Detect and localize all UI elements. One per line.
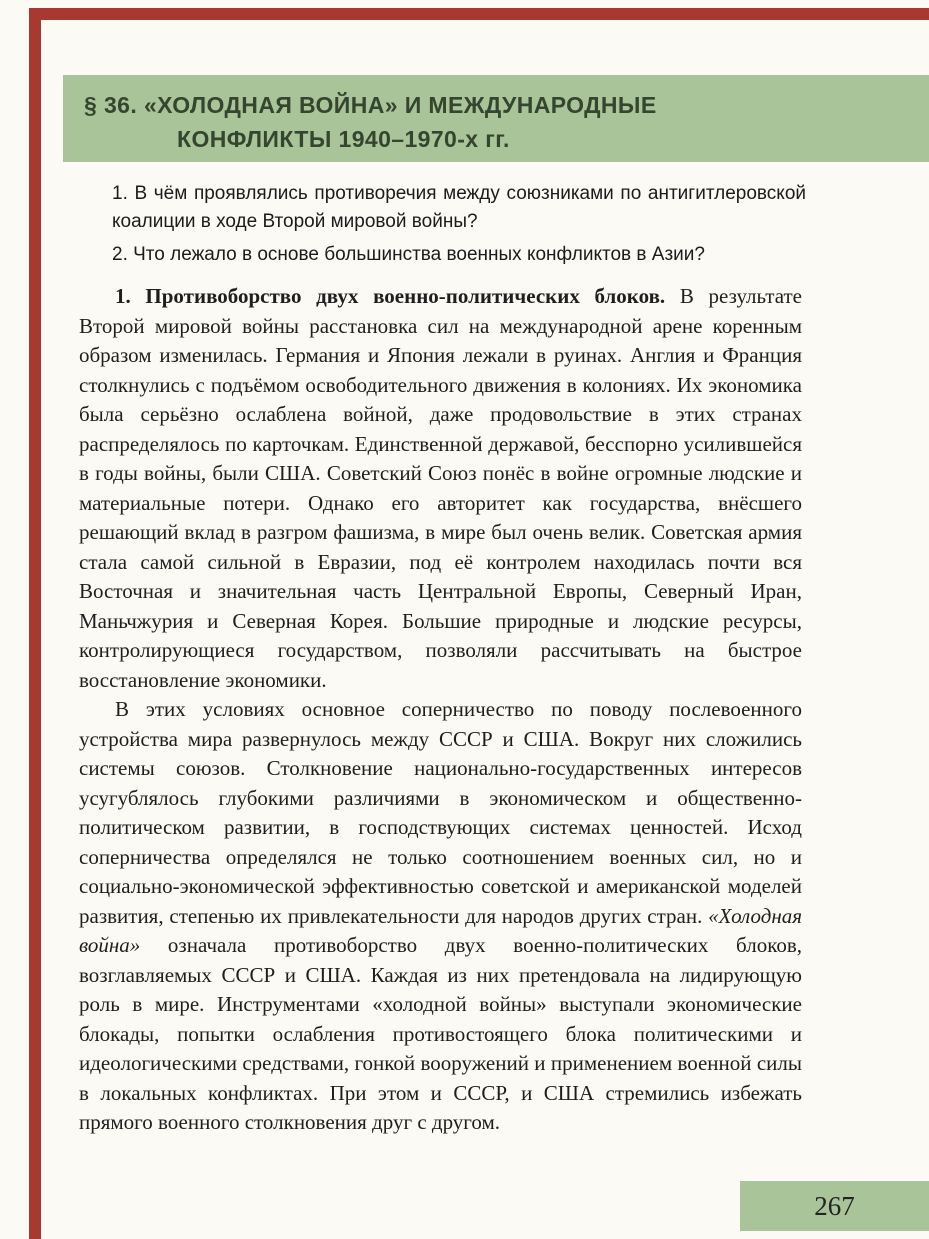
- page-number: 267: [814, 1190, 855, 1221]
- question-2: 2. Что лежало в основе большинства военных конфликтов в Азии?: [112, 244, 705, 265]
- section-title-band: [63, 75, 929, 162]
- paragraph-2-italic-term: «Холодная война»: [79, 903, 802, 957]
- paragraph-2-text-a: В этих условиях основное соперничество по поводу послевоенного устройства мира развернулось между СССР и США. Вокруг них сложились системы союзов. Столкновение национально-государственных интересов усугублялось глубокими различиями в экономическом и общественно-политическом развитии, в господствующих системах ценностей. Исход соперничества определялся не только соотношением военных сил, но и социально-экономической эффективностью советской и американской моделей развития, степенью их привлекательности для народов других стран.: [79, 697, 802, 928]
- paragraph-2: [79, 695, 802, 1138]
- paragraph-1: [79, 282, 802, 695]
- page-number-badge: [740, 1181, 929, 1231]
- intro-questions: [112, 180, 806, 269]
- page-border-top: [29, 8, 929, 20]
- section-title-line-2: КОНФЛИКТЫ 1940–1970-х гг.: [177, 126, 510, 152]
- section-title-line-1: § 36. «ХОЛОДНАЯ ВОЙНА» И МЕЖДУНАРОДНЫЕ: [84, 92, 657, 118]
- paragraph-1-lead: 1. Противоборство двух военно-политических блоков.: [115, 284, 666, 308]
- main-text: [79, 282, 802, 1138]
- paragraph-1-text: В результате Второй мировой войны расстановка сил на международной арене коренным образом изменилась. Германия и Япония лежали в руинах. Англия и Франция столкнулись с подъёмом освободительного движения в колониях. Их экономика была серьёзно ослаблена войной, даже продовольствие в этих странах распределялось по карточкам. Единственной державой, бесспорно усилившейся в годы войны, были США. Советский Союз понёс в войне огромные людские и материальные потери. Однако его авторитет как государства, внёсшего решающий вклад в разгром фашизма, в мире был очень велик. Советская армия стала самой сильной в Евразии, под её контролем находилась почти вся Восточная и значительная часть Центральной Европы, Северный Иран, Маньчжурия и Северная Корея. Большие природные и людские ресурсы, контролирующиеся государством, позволяли рассчитывать на быстрое восстановление экономики.: [79, 284, 802, 692]
- question-1: 1. В чём проявлялись противоречия между союзниками по антигитлеровской коалиции в ходе Второй мировой войны?: [112, 183, 806, 232]
- page-border-left: [29, 8, 41, 1239]
- paragraph-2-text-b: означала противоборство двух военно-политических блоков, возглавляемых СССР и США. Каждая из них претендовала на лидирующую роль в мире. Инструментами «холодной войны» выступали экономические блокады, попытки ослабления противостоящего блока политическими и идеологическими средствами, гонкой вооружений и применением военной силы в локальных конфликтах. При этом и СССР, и США стремились избежать прямого военного столкновения друг с другом.: [79, 933, 802, 1134]
